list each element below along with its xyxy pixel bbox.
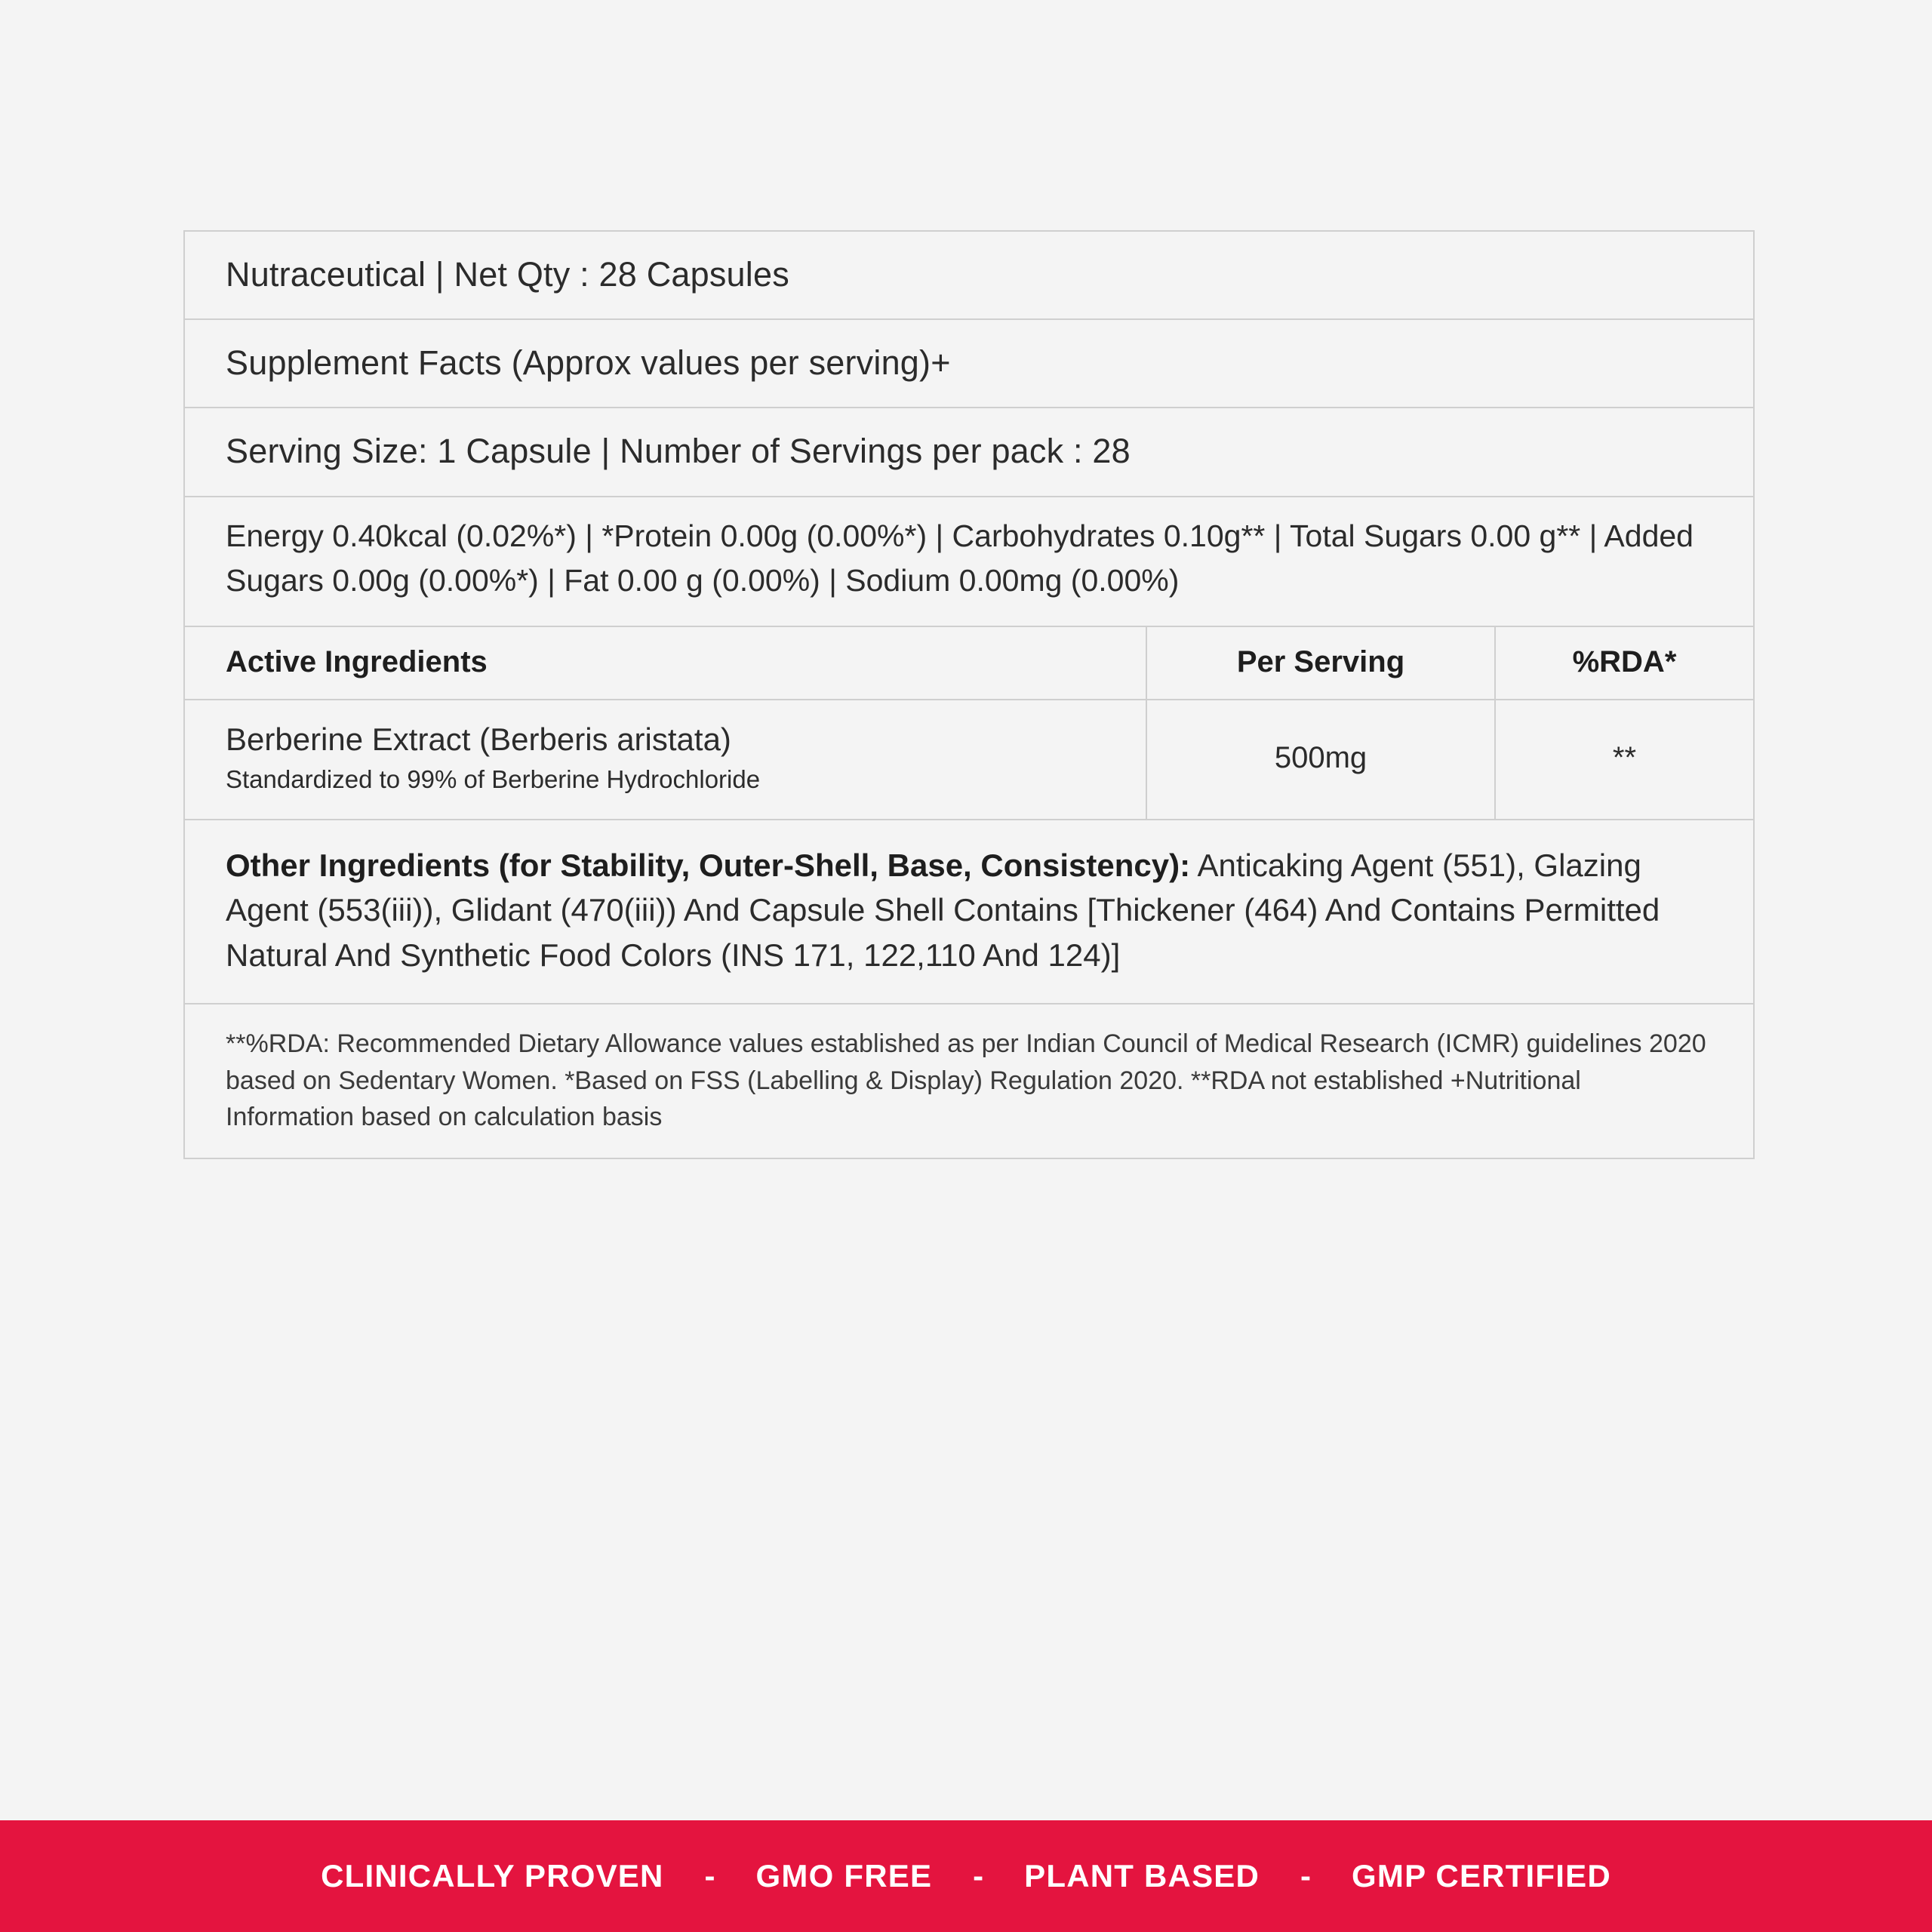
table-row [185, 700, 1753, 820]
claim-clinically-proven: CLINICALLY PROVEN [321, 1858, 664, 1894]
ingredient-standardization: Standardized to 99% of Berberine Hydrochloride [226, 764, 761, 793]
banner-separator-1: - [704, 1858, 715, 1894]
banner-separator-3: - [1300, 1858, 1312, 1894]
other-ingredients-label: Other Ingredients (for Stability, Outer-Shell, Base, Consistency): [226, 847, 1191, 883]
column-header-rda: %RDA* [1572, 645, 1677, 679]
column-header-active-ingredients: Active Ingredients [185, 627, 1147, 699]
banner-separator-2: - [973, 1858, 984, 1894]
serving-size-line: Serving Size: 1 Capsule | Number of Servings per pack : 28 [226, 432, 1131, 471]
serving-size-row [185, 408, 1753, 497]
supplement-facts-panel [183, 230, 1755, 1159]
nutraceutical-line: Nutraceutical | Net Qty : 28 Capsules [226, 255, 789, 294]
column-header-per-serving: Per Serving [1147, 627, 1496, 699]
macronutrients-row [185, 497, 1753, 628]
ingredient-per-serving: 500mg [1147, 700, 1496, 818]
claim-gmo-free: GMO FREE [755, 1858, 933, 1894]
nutraceutical-row [185, 232, 1753, 320]
ingredient-rda: ** [1612, 741, 1637, 774]
claim-plant-based: PLANT BASED [1024, 1858, 1260, 1894]
other-ingredients-row [185, 820, 1753, 1005]
claims-banner [0, 1820, 1932, 1932]
macronutrients-text: Energy 0.40kcal (0.02%*) | *Protein 0.00g (0.00%*) | Carbohydrates 0.10g** | Total Sugars 0.00 g** | Added Sugars 0.00g (0.00%*) | Fat 0.00 g (0.00%) | Sodium 0.00mg (0.00%) [226, 518, 1694, 598]
claim-gmp-certified: GMP CERTIFIED [1352, 1858, 1611, 1894]
other-ingredients-body: Anticaking Agent (551), Glazing Agent (553(iii)), Glidant (470(iii)) And Capsule Shell Contains [Thickener (464) And Contains Permitted Natural And Synthetic Food Colors (INS 171, 122,110 And 124)] [226, 847, 1660, 973]
footnote-text: **%RDA: Recommended Dietary Allowance values established as per Indian Council of Medical Research (ICMR) guidelines 2020 based on Sedentary Women. *Based on FSS (Labelling & Display) Regulation 2020. **RDA not established +Nutritional Information based on calculation basis [226, 1029, 1706, 1131]
other-ingredients-text [226, 843, 1712, 978]
supplement-facts-title: Supplement Facts (Approx values per serving)+ [226, 343, 951, 383]
ingredient-name: Berberine Extract (Berberis aristata) [226, 721, 731, 758]
supplement-facts-row [185, 320, 1753, 408]
ingredient-name-cell [185, 700, 1147, 818]
footnote-row [185, 1004, 1753, 1158]
ingredients-table-header [185, 627, 1753, 700]
